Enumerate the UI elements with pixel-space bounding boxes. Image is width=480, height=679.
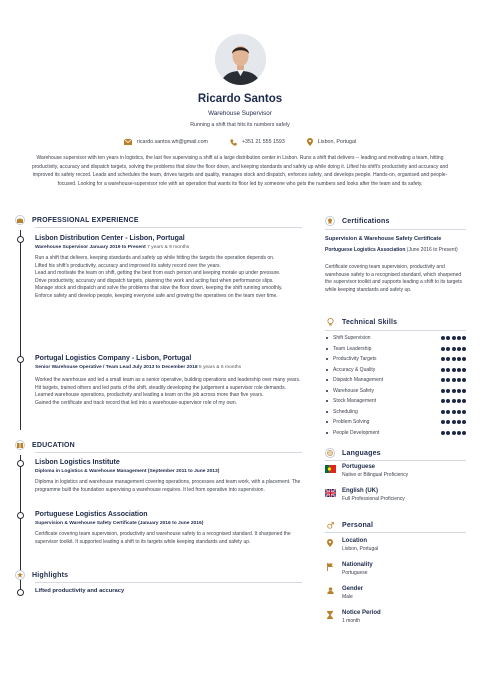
email-text: ricardo.santos.wh@gmail.com [136, 139, 208, 145]
skill-level-dot [462, 347, 466, 351]
skill-level-dot [441, 336, 445, 340]
skill-name: Accuracy & Quality [326, 367, 375, 373]
experience-divider [35, 227, 302, 228]
hourglass-icon [325, 611, 335, 619]
education-description: Diploma in logistics and warehouse management covering operations, processes and team work, with a placement. The programme built the foundation supervising a warehouse requires. It led from operative into supervision. [35, 479, 301, 493]
skill-level-dot [462, 378, 466, 382]
certificate-icon [325, 216, 335, 226]
timeline-dot [17, 356, 24, 363]
experience-title: PROFESSIONAL EXPERIENCE [32, 216, 139, 224]
skill-level-dots [440, 399, 466, 403]
skill-level-dot [452, 357, 456, 361]
personal-divider [325, 532, 466, 533]
timeline-dot [17, 236, 24, 243]
education-institution: Lisbon Logistics Institute [35, 459, 120, 466]
skill-level-dot [457, 431, 461, 435]
job-duration: 5 years & 6 months [198, 365, 242, 370]
skill-name: Shift Supervision [326, 335, 371, 341]
skill-name: Stock Management [326, 398, 376, 404]
education-institution: Portuguese Logistics Association [35, 511, 148, 518]
skill-level-dot [452, 378, 456, 382]
skill-level-dot [446, 389, 450, 393]
job-duration: 7 years & 9 months [147, 245, 190, 250]
experience-section-header [15, 215, 139, 225]
skill-row [326, 335, 466, 341]
skill-level-dot [452, 431, 456, 435]
profile-photo [215, 34, 266, 85]
job-title: Portugal Logistics Company - Lisbon, Portugal [35, 355, 192, 362]
skill-level-dots [440, 336, 466, 340]
personal-section-header [325, 520, 373, 530]
language-level: Native or Bilingual Proficiency [342, 472, 409, 478]
languages-title: Languages [342, 449, 381, 457]
certification-issuer: Portuguese Logistics Association (June 2016 to Present) [325, 247, 458, 253]
skill-name: Problem Solving [326, 419, 369, 425]
skill-level-dot [452, 368, 456, 372]
skill-level-dot [446, 420, 450, 424]
skill-level-dot [452, 336, 456, 340]
skill-level-dot [462, 420, 466, 424]
skill-level-dot [452, 420, 456, 424]
education-description: Certificate covering team supervision, productivity and warehouse safety to a recognised standard. It sharpened the supervisor toolkit. It supported leading a shift to its targets while keeping standards and safety up. [35, 531, 291, 545]
skill-level-dot [452, 347, 456, 351]
globe-icon [325, 448, 335, 458]
skill-level-dot [441, 399, 445, 403]
education-degree: Supervision & Warehouse Safety Certificate (January 2016 to June 2016) [35, 521, 204, 526]
phone-text: +351 21 555 1593 [241, 139, 285, 145]
briefcase-icon [15, 215, 25, 225]
education-degree: Diploma in Logistics & Warehouse Management (September 2011 to June 2013) [35, 469, 220, 474]
candidate-role: Warehouse Supervisor [208, 110, 272, 117]
skill-level-dot [446, 336, 450, 340]
skill-level-dot [441, 368, 445, 372]
timeline-dot [17, 589, 24, 596]
skill-level-dots [440, 378, 466, 382]
skill-level-dots [440, 368, 466, 372]
skill-level-dot [446, 357, 450, 361]
contact-bar [0, 138, 480, 146]
skill-level-dots [440, 410, 466, 414]
portugal-flag-icon [325, 465, 336, 473]
skills-section-header [325, 317, 397, 327]
skill-level-dot [462, 399, 466, 403]
profile-summary: Warehouse supervisor with ten years in logistics, the last five supervising a shift at a large distribution center in Lisbon. Runs a shift that delivers -- leading and motivating a team, hitting productivity, accuracy and dispatch targets, solving the problems that slow the floor down, and keeping standards and safety up while doing it. Lifted his shift's productivity and accuracy and improved its safety record. Leads and schedules the team, drives targets and quality, manages stock and dispatch, enforces safety, and develops people. Hands-on, organised and people-focused. Looking for a warehouse-supervisor role with an operation that wants its floor led by someone who gets the numbers and looks after the team and its safety. [31, 155, 449, 187]
personal-item-nationality: Nationality Portuguese [325, 562, 373, 576]
job-subtitle: Senior Warehouse Operative / Team Lead July 2013 to December 2018 5 years & 6 months [35, 365, 242, 370]
skill-level-dot [441, 420, 445, 424]
user-icon [325, 587, 335, 594]
skill-level-dot [452, 410, 456, 414]
skill-row [326, 409, 466, 415]
book-icon [15, 440, 25, 450]
skill-level-dot [441, 410, 445, 414]
skill-row [326, 398, 466, 404]
location-pin-icon [325, 539, 335, 547]
job-title: Lisbon Distribution Center - Lisbon, Portugal [35, 235, 185, 242]
highlight-item: Lifted productivity and accuracy [35, 588, 125, 594]
education-divider [35, 452, 302, 453]
experience-timeline [20, 230, 21, 430]
skill-name: Dispatch Management [326, 377, 383, 383]
skill-level-dot [457, 368, 461, 372]
skill-level-dots [440, 420, 466, 424]
skill-level-dot [457, 420, 461, 424]
skill-level-dot [446, 399, 450, 403]
highlights-section-header [15, 570, 68, 580]
tagline: Running a shift that hits its numbers safely [190, 122, 290, 128]
skill-name: Team Leadership [326, 346, 371, 352]
skill-row [326, 419, 466, 425]
phone-icon [230, 139, 237, 146]
skill-row [326, 367, 466, 373]
timeline-dot [17, 460, 24, 467]
language-item [325, 464, 408, 478]
skill-level-dot [446, 368, 450, 372]
skill-level-dot [457, 378, 461, 382]
email-icon [124, 139, 132, 145]
certifications-divider [325, 229, 466, 230]
skills-title: Technical Skills [342, 318, 398, 326]
job-description: Run a shift that delivers, keeping standards and safety up while hitting the targets the operation depends on. Lifted his shift's productivity, accuracy and improved its safety record over the years. Lead and motivate the team on shift, getting the best from each person and keeping morale up under pressure. Drive productivity, accuracy and dispatch targets, planning the work and acting fast when performance slips. Manage stock and dispatch and solve the problems that slow the floor down, keeping the shift running smoothly. Enforce safety and develop people, keeping everyone safe and growing the operatives on the team over time. [35, 255, 283, 299]
languages-divider [325, 460, 466, 461]
skill-row [326, 356, 466, 362]
job-description: Worked the warehouse and led a small team as a senior operative, building operations and leadership over many years. Hit targets, trained others and led parts of the shift, steadily developing the judgement a supervisor role demands. Learned warehouse operations, productivity and leading a team on the job across more than five years. Gained the certificate and track record that led into a warehouse-supervisor role of my own. [35, 377, 301, 406]
skill-level-dot [457, 399, 461, 403]
skill-name: Warehouse Safety [326, 388, 374, 394]
highlights-divider [35, 582, 302, 583]
certification-name: Supervision & Warehouse Safety Certificate [325, 236, 442, 242]
skill-level-dot [457, 357, 461, 361]
skill-name: People Development [326, 430, 379, 436]
location-text: Lisbon, Portugal [317, 139, 357, 145]
language-name: English (UK) [342, 488, 378, 494]
skill-level-dot [446, 410, 450, 414]
skill-level-dots [440, 347, 466, 351]
skill-level-dot [446, 347, 450, 351]
personal-item-notice-period: Notice Period 1 month [325, 610, 381, 624]
skill-level-dots [440, 431, 466, 435]
contact-email[interactable] [124, 139, 208, 145]
language-level: Full Professional Proficiency [342, 496, 405, 502]
skill-name: Productivity Targets [326, 356, 377, 362]
skill-level-dot [441, 431, 445, 435]
skill-level-dot [462, 336, 466, 340]
personal-item-gender: Gender Male [325, 586, 363, 600]
skill-level-dot [462, 431, 466, 435]
skill-level-dot [457, 389, 461, 393]
skill-level-dot [452, 399, 456, 403]
skills-divider [325, 330, 466, 331]
gender-icon [325, 520, 335, 530]
skill-level-dots [440, 389, 466, 393]
skill-level-dot [441, 347, 445, 351]
skill-level-dots [440, 357, 466, 361]
lightbulb-icon [325, 317, 335, 327]
contact-phone[interactable] [230, 139, 285, 146]
uk-flag-icon [325, 489, 336, 497]
location-pin-icon [307, 138, 313, 146]
skill-level-dot [446, 431, 450, 435]
flag-icon [325, 563, 335, 571]
skill-level-dot [457, 410, 461, 414]
candidate-name: Ricardo Santos [197, 93, 283, 105]
skill-row [326, 388, 466, 394]
skill-level-dot [462, 368, 466, 372]
star-icon [15, 570, 25, 580]
language-item [325, 488, 405, 502]
highlights-title: Highlights [32, 571, 69, 579]
skill-level-dot [441, 357, 445, 361]
skill-level-dot [457, 336, 461, 340]
skill-name: Scheduling [326, 409, 358, 415]
job-subtitle: Warehouse Supervisor January 2019 to Present 7 years & 9 months [35, 245, 190, 250]
skill-level-dot [441, 389, 445, 393]
skill-row [326, 430, 466, 436]
timeline-dot [17, 512, 24, 519]
languages-section-header [325, 448, 381, 458]
personal-item-location: Location Lisbon, Portugal [325, 538, 378, 552]
language-name: Portuguese [342, 464, 376, 470]
skill-row [326, 377, 466, 383]
skill-level-dot [462, 410, 466, 414]
skill-row [326, 346, 466, 352]
skill-level-dot [457, 347, 461, 351]
skill-level-dot [462, 357, 466, 361]
certification-description: Certificate covering team supervision, productivity and warehouse safety to a recognised standard, which sharpened the supervisor toolkit and supports leading a shift to its targets while keeping standards and safety up. [325, 264, 463, 293]
contact-location [307, 138, 356, 146]
skill-level-dot [446, 378, 450, 382]
personal-title: Personal [342, 521, 374, 529]
certifications-title: Certifications [342, 217, 390, 225]
certifications-section-header [325, 216, 390, 226]
education-section-header [15, 440, 75, 450]
education-title: EDUCATION [32, 441, 75, 449]
skill-level-dot [441, 378, 445, 382]
skill-level-dot [462, 389, 466, 393]
skill-level-dot [452, 389, 456, 393]
